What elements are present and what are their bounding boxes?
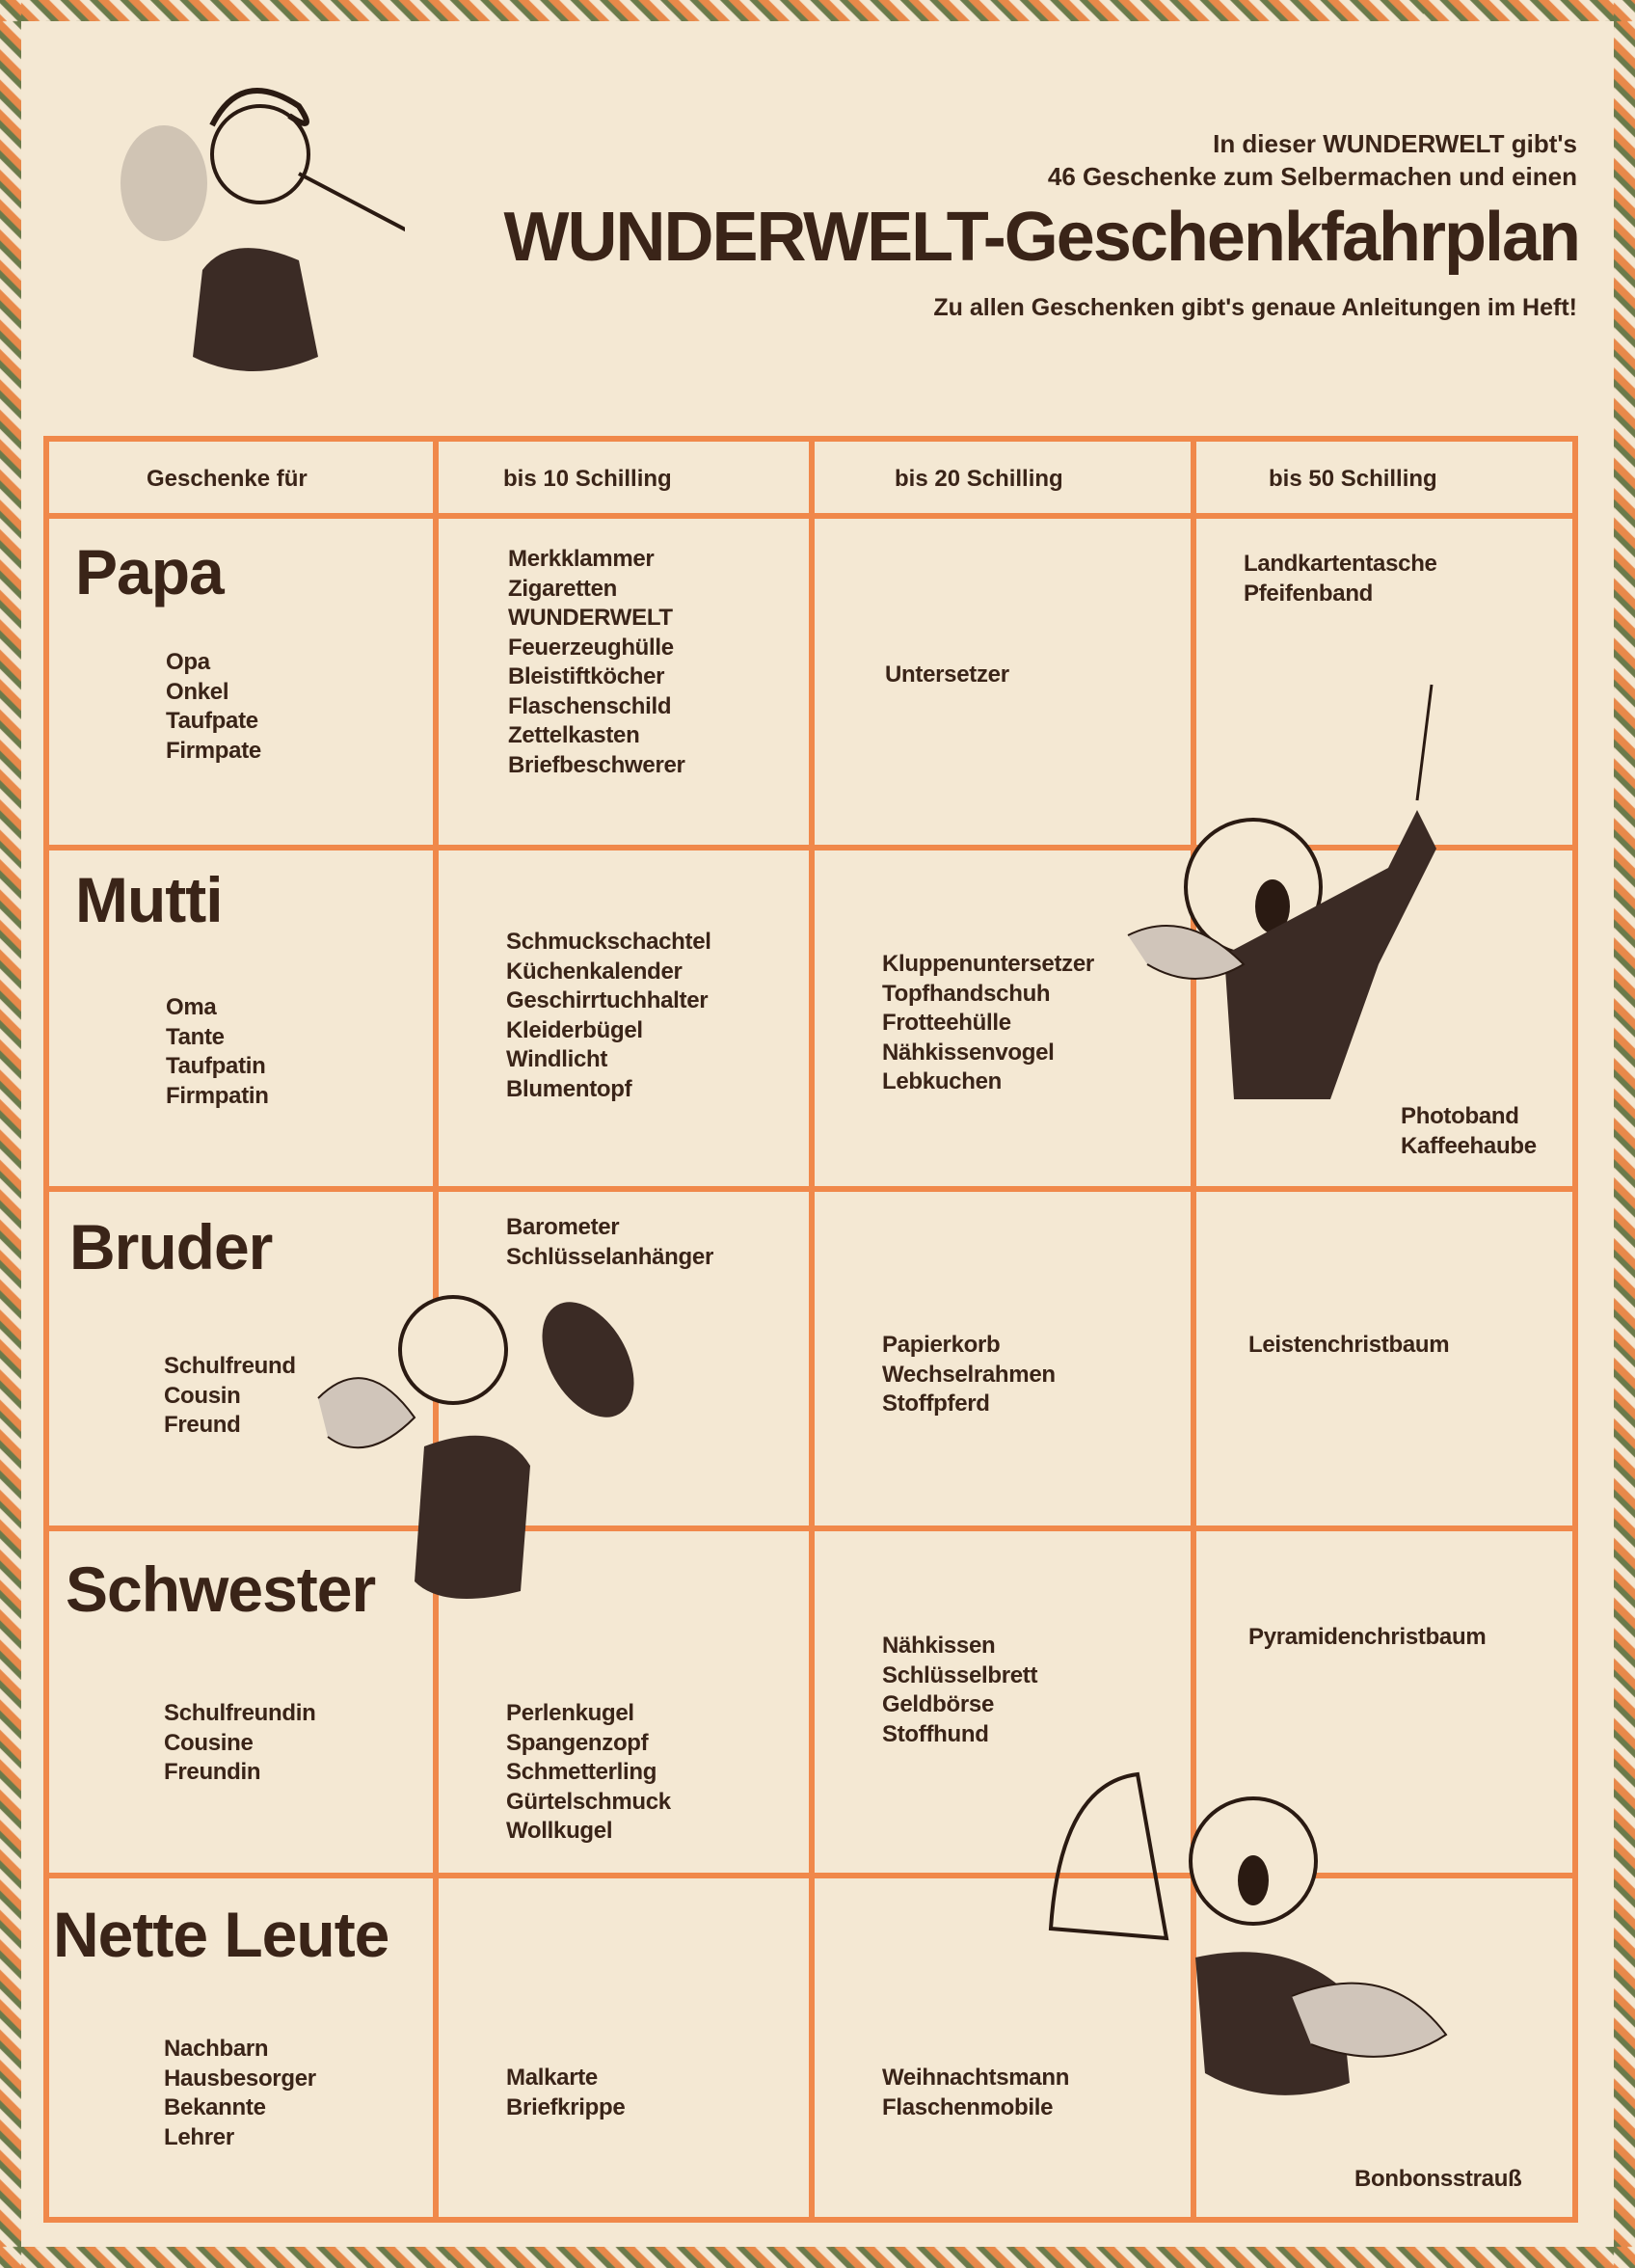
harp-angel-illustration [1022,1745,1465,2208]
list-item: Oma [166,994,217,1020]
list-item: Photoband [1401,1103,1519,1129]
row-title: Mutti [75,864,223,935]
list-item: Schmuckschachtel [506,929,711,955]
row-title: Schwester [66,1553,376,1625]
row-title: Papa [75,536,224,608]
gifts-10-schilling [506,1699,671,1847]
list-item: Schulfreundin [164,1700,316,1726]
trumpet-angel-illustration [77,48,405,434]
list-item: Firmpatin [166,1082,269,1109]
list-item: Flaschenschild [508,692,672,719]
list-item: Barometer [506,1214,620,1240]
intro-line-2: 46 Geschenke zum Selbermachen und einen [1047,162,1577,191]
gifts-50-schilling [1244,550,1437,608]
list-item: Frotteehülle [882,1010,1011,1036]
list-item: Küchenkalender [506,958,683,985]
column-header: Geschenke für [147,466,308,492]
grid-line [43,436,49,2223]
list-item: Opa [166,649,210,675]
list-item: Landkartentasche [1244,551,1437,577]
tuba-angel-illustration [308,1273,675,1697]
list-item: Spangenzopf [506,1729,649,1756]
conductor-angel-illustration [1109,675,1465,1176]
list-item: Zigaretten [508,575,618,602]
gifts-20-schilling [882,1331,1056,1419]
page-title: WUNDERWELT-Geschenkfahrplan [503,199,1579,276]
list-item: Nähkissenvogel [882,1039,1055,1066]
list-item: Nachbarn [164,2036,269,2062]
page-subtitle: Zu allen Geschenken gibt's genaue Anleitungen im Heft! [933,294,1577,321]
list-item: Feuerzeughülle [508,634,674,661]
list-item: Firmpate [166,737,261,764]
row-title: Bruder [69,1211,273,1282]
list-item: Leistenchristbaum [1248,1332,1450,1358]
list-item: Cousine [164,1729,254,1756]
gifts-10-schilling [506,928,711,1104]
list-item: Schulfreund [164,1353,296,1379]
list-item: Taufpate [166,708,258,734]
list-item: Freund [164,1412,241,1438]
list-item: Papierkorb [882,1332,1001,1358]
gifts-20-schilling [882,1632,1037,1749]
recipient-list [164,1699,315,1788]
gifts-20-schilling [882,950,1094,1097]
list-item: Gürtelschmuck [506,1788,671,1815]
list-item: Geldbörse [882,1691,994,1717]
list-item: Hausbesorger [164,2065,316,2092]
list-item: Wechselrahmen [882,1361,1056,1388]
gifts-10-schilling [506,1213,713,1272]
list-item: Pyramidenchristbaum [1248,1624,1487,1650]
list-item: Freundin [164,1759,261,1785]
list-item: Bonbonsstrauß [1354,2166,1522,2192]
column-header: bis 20 Schilling [895,466,1063,492]
list-item: Kaffeehaube [1401,1132,1537,1159]
gifts-50-schilling [1248,1331,1449,1361]
recipient-list [164,1352,296,1441]
recipient-list [166,648,261,766]
list-item: Wollkugel [506,1818,613,1844]
list-item: Bekannte [164,2094,266,2120]
grid-line [809,436,815,2223]
list-item: Cousin [164,1382,241,1409]
list-item: Pfeifenband [1244,580,1374,607]
gifts-50-schilling [1248,1623,1486,1653]
list-item: Tante [166,1023,225,1050]
list-item: Stoffpferd [882,1390,990,1417]
list-item: Onkel [166,678,229,705]
list-item: Blumentopf [506,1075,632,1102]
gifts-20-schilling [885,661,1009,690]
list-item: Topfhandschuh [882,980,1051,1007]
list-item: Nähkissen [882,1633,996,1659]
list-item: Windlicht [506,1046,608,1072]
list-item: Taufpatin [166,1053,266,1079]
list-item: Untersetzer [885,662,1009,688]
list-item: Zettelkasten [508,722,640,748]
list-item: Malkarte [506,2065,598,2091]
column-header: bis 10 Schilling [503,466,672,492]
list-item: Stoffhund [882,1720,989,1747]
list-item: Kluppenuntersetzer [882,951,1094,977]
list-item: WUNDERWELT [508,605,673,631]
list-item: Briefkrippe [506,2093,626,2120]
list-item: Lehrer [164,2123,234,2150]
list-item: Schlüsselbrett [882,1661,1038,1688]
row-title: Nette Leute [53,1899,389,1970]
list-item: Bleistiftköcher [508,663,665,689]
list-item: Geschirrtuchhalter [506,987,709,1013]
list-item: Lebkuchen [882,1068,1002,1094]
list-item: Perlenkugel [506,1700,634,1726]
recipient-list [164,2035,316,2152]
list-item: Flaschenmobile [882,2093,1054,2120]
gifts-10-schilling [506,2064,625,2122]
gifts-10-schilling [508,545,685,780]
recipient-list [166,993,269,1111]
grid-line [1572,436,1578,2223]
list-item: Schmetterling [506,1759,657,1785]
list-item: Briefbeschwerer [508,751,685,778]
list-item: Kleiderbügel [506,1016,643,1043]
list-item: Schlüsselanhänger [506,1243,713,1270]
list-item: Weihnachtsmann [882,2065,1070,2091]
list-item: Merkklammer [508,546,655,572]
intro-line-1: In dieser WUNDERWELT gibt's [1213,129,1577,158]
column-header: bis 50 Schilling [1269,466,1437,492]
